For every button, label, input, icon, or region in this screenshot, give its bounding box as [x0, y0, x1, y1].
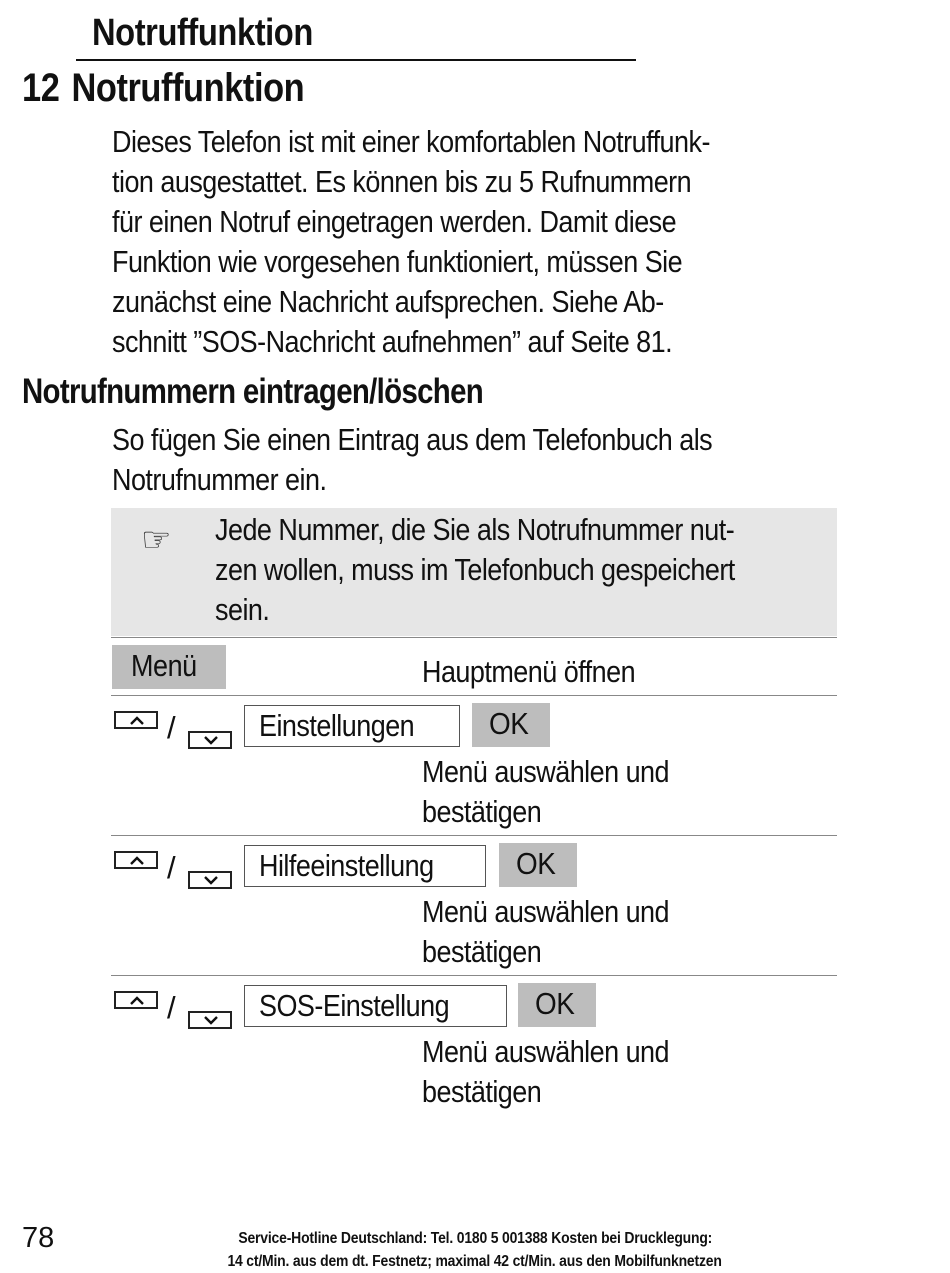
- ok-key: OK: [518, 983, 596, 1027]
- footer-line: 14 ct/Min. aus dem dt. Festnetz; maximal 42 ct/Min. aus den Mobilfunknetzen: [227, 1253, 723, 1270]
- menu-key: Menü: [112, 645, 226, 689]
- menu-entry-hilfeeinstellung: Hilfeeinstellung: [244, 845, 486, 887]
- page-number: 78: [22, 1222, 55, 1254]
- key-separator: /: [167, 710, 176, 745]
- intro-line: Funktion wie vorgesehen funktioniert, müssen Sie: [112, 244, 683, 279]
- menu-entry-sos-einstellung: SOS-Einstellung: [244, 985, 507, 1027]
- header-rule: [76, 59, 636, 61]
- chapter-heading: [22, 66, 350, 111]
- running-header-text: Notruffunktion: [92, 12, 313, 54]
- intro-line: zunächst eine Nachricht aufsprechen. Siehe Ab-: [112, 284, 664, 319]
- note-text: [215, 510, 812, 630]
- intro-line: tion ausgestattet. Es können bis zu 5 Rufnummern: [112, 164, 692, 199]
- step-divider: [111, 695, 837, 696]
- note-line: Jede Nummer, die Sie als Notrufnummer nut-: [215, 512, 735, 547]
- section-intro-paragraph: [112, 420, 802, 500]
- up-arrow-key-icon: [114, 991, 158, 1009]
- up-arrow-key-icon: [114, 711, 158, 729]
- section-title: Notrufnummern eintragen/löschen: [22, 372, 484, 411]
- note-line: sein.: [215, 592, 270, 627]
- note-line: zen wollen, muss im Telefonbuch gespeichert: [215, 552, 735, 587]
- intro-line: schnitt ”SOS-Nachricht aufnehmen” auf Seite 81.: [112, 324, 673, 359]
- menu-entry-einstellungen: Einstellungen: [244, 705, 460, 747]
- key-separator: /: [167, 990, 176, 1025]
- section-heading: [22, 372, 571, 412]
- step-divider: [111, 637, 837, 638]
- chapter-number: 12: [22, 66, 60, 110]
- pointing-hand-icon: ☞: [141, 521, 172, 559]
- footer-hotline: [100, 1227, 850, 1273]
- chapter-title: Notruffunktion: [71, 66, 305, 110]
- note-box: [111, 508, 837, 636]
- down-arrow-key-icon: [188, 731, 232, 749]
- section-intro-line: Notrufnummer ein.: [112, 462, 327, 497]
- running-header-title: [92, 12, 349, 55]
- ok-key: OK: [472, 703, 550, 747]
- footer-line: Service-Hotline Deutschland: Tel. 0180 5 001388 Kosten bei Drucklegung:: [238, 1230, 712, 1247]
- intro-line: Dieses Telefon ist mit einer komfortablen Notruffunk-: [112, 124, 710, 159]
- step-description: Menü auswählen und bestätigen: [422, 754, 670, 829]
- down-arrow-key-icon: [188, 871, 232, 889]
- step-divider: [111, 975, 837, 976]
- intro-paragraph: [112, 122, 799, 362]
- step-description: Menü auswählen und bestätigen: [422, 1034, 670, 1109]
- step-divider: [111, 835, 837, 836]
- step-description: Hauptmenü öffnen: [422, 654, 636, 689]
- intro-line: für einen Notruf eingetragen werden. Damit diese: [112, 204, 677, 239]
- step-description: Menü auswählen und bestätigen: [422, 894, 670, 969]
- key-separator: /: [167, 850, 176, 885]
- down-arrow-key-icon: [188, 1011, 232, 1029]
- up-arrow-key-icon: [114, 851, 158, 869]
- section-intro-line: So fügen Sie einen Eintrag aus dem Telefonbuch als: [112, 422, 713, 457]
- ok-key: OK: [499, 843, 577, 887]
